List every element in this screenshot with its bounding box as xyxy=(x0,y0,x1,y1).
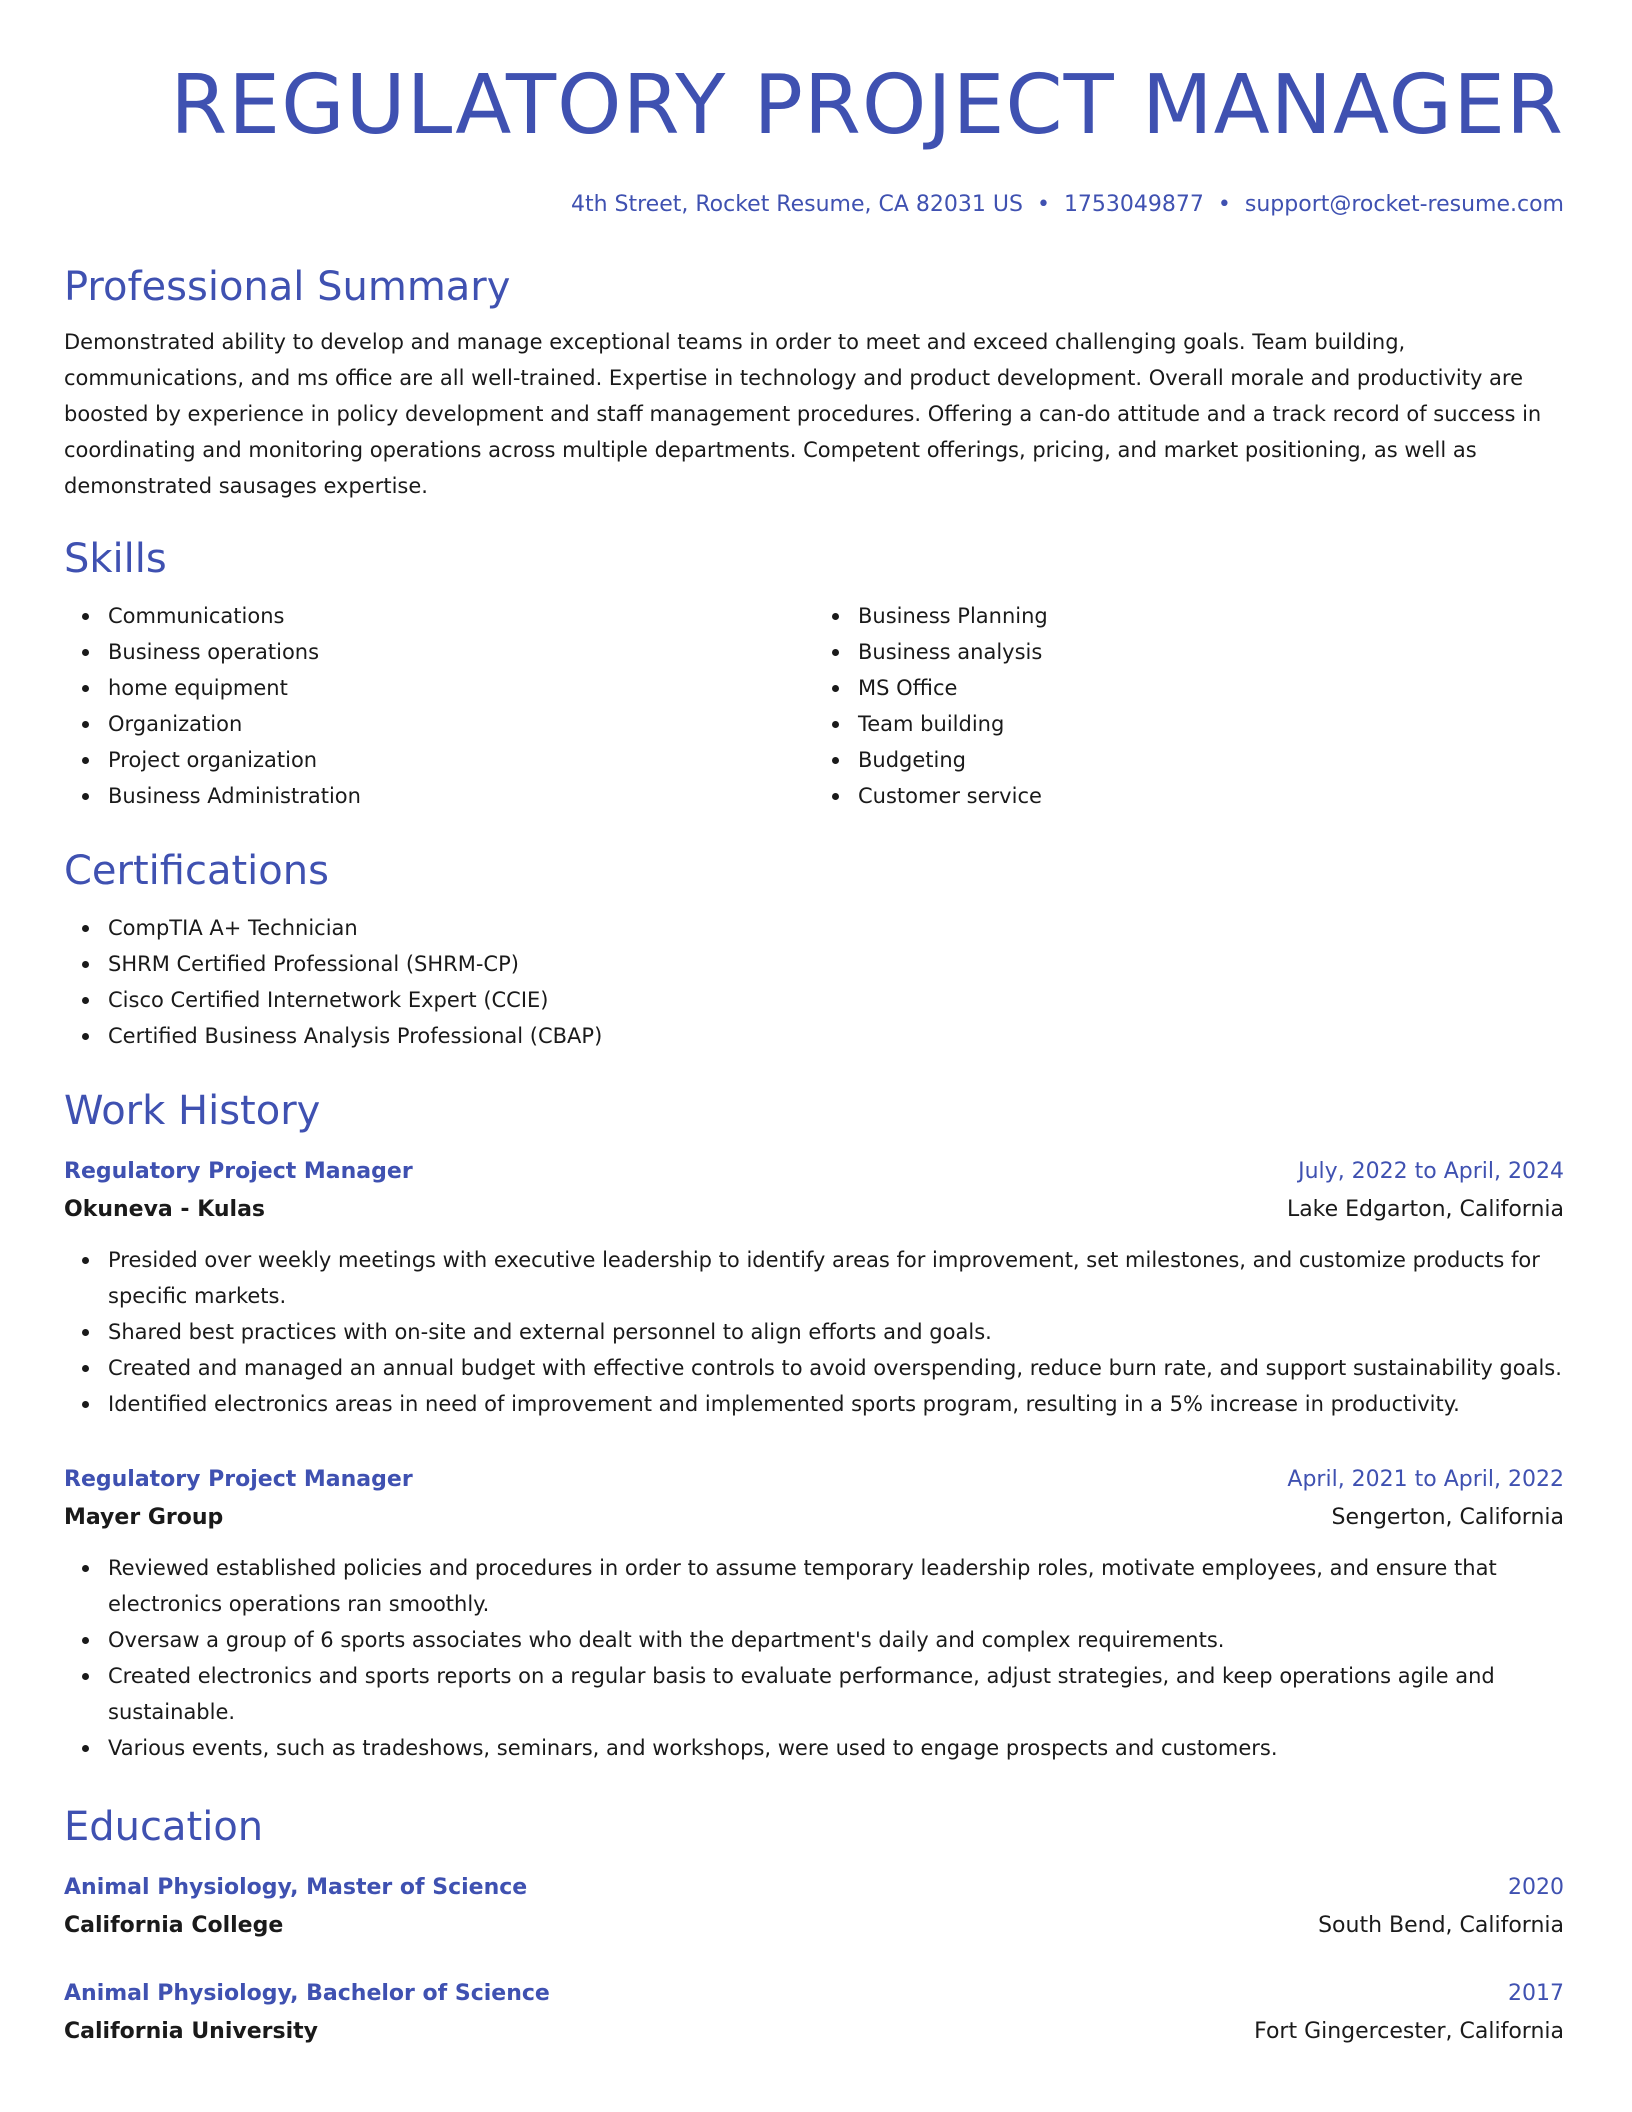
job-bullet: Various events, such as tradeshows, seminars, and workshops, were used to engage prospects and customers. xyxy=(108,1730,1564,1766)
job-entry xyxy=(64,1462,1564,1766)
job-entry xyxy=(64,1154,1564,1422)
education-degree: Animal Physiology, Master of Science xyxy=(64,1875,528,1900)
skill-item: Budgeting xyxy=(858,742,1564,778)
education-degree: Animal Physiology, Bachelor of Science xyxy=(64,1981,550,2006)
resume-page xyxy=(64,40,1564,2052)
page-title: REGULATORY PROJECT MANAGER xyxy=(170,58,1564,153)
job-bullet: Created and managed an annual budget with effective controls to avoid overspending, reduce burn rate, and support sustainability goals. xyxy=(108,1350,1564,1386)
skill-item: Team building xyxy=(858,706,1564,742)
certification-item: Certified Business Analysis Professional (CBAP) xyxy=(108,1018,1564,1054)
education-entry xyxy=(64,1870,1564,1946)
summary-heading: Professional Summary xyxy=(64,264,511,310)
job-title: Regulatory Project Manager xyxy=(64,1159,413,1184)
education-heading: Education xyxy=(64,1804,264,1850)
job-header xyxy=(64,1154,1564,1190)
skill-item: Business analysis xyxy=(858,634,1564,670)
job-header xyxy=(64,1462,1564,1498)
job-title: Regulatory Project Manager xyxy=(64,1467,413,1492)
job-bullets xyxy=(64,1550,1564,1766)
skill-item: Organization xyxy=(108,706,814,742)
job-dates: July, 2022 to April, 2024 xyxy=(1298,1159,1564,1184)
contact-phone[interactable]: 1753049877 xyxy=(1063,192,1204,217)
job-bullet: Oversaw a group of 6 sports associates who dealt with the department's daily and complex requirements. xyxy=(108,1622,1564,1658)
education-header xyxy=(64,1870,1564,1906)
skills-column-left xyxy=(64,598,814,814)
job-subheader xyxy=(64,1498,1564,1538)
education-year: 2020 xyxy=(1508,1875,1564,1900)
job-dates: April, 2021 to April, 2022 xyxy=(1287,1467,1564,1492)
skill-item: Business operations xyxy=(108,634,814,670)
job-bullet: Created electronics and sports reports on a regular basis to evaluate performance, adjust strategies, and keep operations agile and sustainable. xyxy=(108,1658,1564,1730)
education-location: Fort Gingercester, California xyxy=(1254,2019,1564,2044)
education-school: California University xyxy=(64,2019,318,2044)
certifications-list xyxy=(64,910,1564,1054)
job-bullet: Identified electronics areas in need of improvement and implemented sports program, resulting in a 5% increase in productivity. xyxy=(108,1386,1564,1422)
job-company: Okuneva - Kulas xyxy=(64,1197,266,1222)
education-location: South Bend, California xyxy=(1318,1913,1564,1938)
work-history-heading: Work History xyxy=(64,1088,321,1134)
education-year: 2017 xyxy=(1508,1981,1564,2006)
contact-line xyxy=(64,190,1564,220)
education-subheader xyxy=(64,1906,1564,1946)
contact-separator: • xyxy=(1217,192,1231,217)
job-location: Lake Edgarton, California xyxy=(1286,1197,1564,1222)
job-bullet: Shared best practices with on-site and external personnel to align efforts and goals. xyxy=(108,1314,1564,1350)
skill-item: Communications xyxy=(108,598,814,634)
job-company: Mayer Group xyxy=(64,1505,224,1530)
certifications-heading: Certifications xyxy=(64,848,329,894)
job-bullets xyxy=(64,1242,1564,1422)
skill-item: Business Administration xyxy=(108,778,814,814)
certification-item: CompTIA A+ Technician xyxy=(108,910,1564,946)
skill-item: Project organization xyxy=(108,742,814,778)
education-entry xyxy=(64,1976,1564,2052)
certification-item: SHRM Certified Professional (SHRM-CP) xyxy=(108,946,1564,982)
skill-item: MS Office xyxy=(858,670,1564,706)
skills-column-right xyxy=(814,598,1564,814)
job-bullet: Presided over weekly meetings with executive leadership to identify areas for improvement, set milestones, and customize products for specific markets. xyxy=(108,1242,1564,1314)
skill-item: home equipment xyxy=(108,670,814,706)
education-subheader xyxy=(64,2012,1564,2052)
skills-heading: Skills xyxy=(64,536,167,582)
contact-separator: • xyxy=(1036,192,1050,217)
job-subheader xyxy=(64,1190,1564,1230)
education-header xyxy=(64,1976,1564,2012)
education-school: California College xyxy=(64,1913,284,1938)
summary-text: Demonstrated ability to develop and manage exceptional teams in order to meet and exceed challenging goals. Team building, communications, and ms office are all well-trained. Expertise in technology and product development. Overall morale and productivity are boosted by experience in policy development and staff management procedures. Offering a can-do attitude and a track record of success in coordinating and monitoring operations across multiple departments. Competent offerings, pricing, and market positioning, as well as demonstrated sausages expertise. xyxy=(64,330,1542,498)
job-location: Sengerton, California xyxy=(1331,1505,1564,1530)
skill-item: Customer service xyxy=(858,778,1564,814)
contact-address: 4th Street, Rocket Resume, CA 82031 US xyxy=(570,192,1023,217)
skill-item: Business Planning xyxy=(858,598,1564,634)
contact-email[interactable]: support@rocket-resume.com xyxy=(1244,192,1564,217)
job-bullet: Reviewed established policies and procedures in order to assume temporary leadership roles, motivate employees, and ensure that electronics operations ran smoothly. xyxy=(108,1550,1564,1622)
certification-item: Cisco Certified Internetwork Expert (CCIE) xyxy=(108,982,1564,1018)
skills-list xyxy=(64,598,1564,814)
